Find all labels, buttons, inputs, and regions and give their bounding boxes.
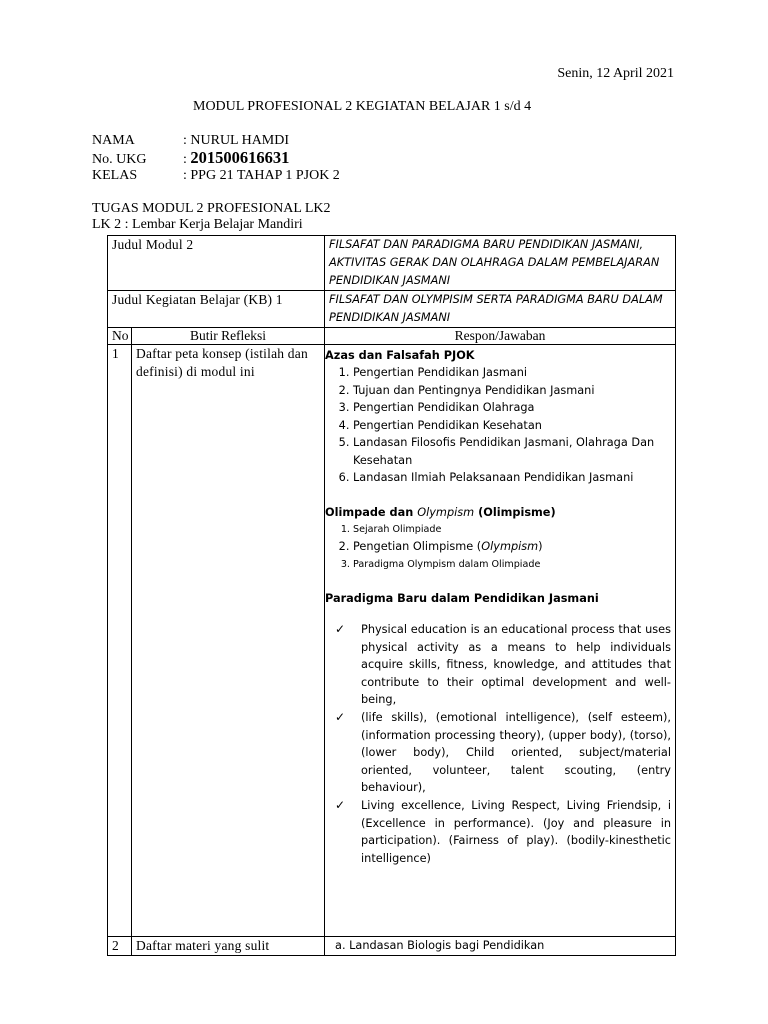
section1-title: Azas dan Falsafah PJOK — [325, 349, 475, 362]
checkmark-icon: ✓ — [335, 622, 346, 636]
table-row — [108, 345, 676, 937]
checkmark-icon: ✓ — [335, 709, 346, 724]
row2-no: 2 — [108, 937, 132, 956]
list-item: 1. Sejarah Olimpiade — [353, 521, 671, 539]
list-item: 6. Landasan Ilmiah Pelaksanaan Pendidikan Jasmani — [353, 469, 671, 487]
section2-title-italic: Olympism — [417, 505, 475, 519]
kelas-value: : PPG 21 TAHAP 1 PJOK 2 — [183, 168, 340, 183]
task-title: TUGAS MODUL 2 PROFESIONAL LK2 — [92, 201, 331, 216]
nama-label: NAMA — [92, 133, 135, 148]
list-item-text: (life skills), (emotional intelligence), (self esteem), (information processing theory), (upper body), (torso), (lower body), Child oriented, subject/material oriented, volunteer, talent scouting, (entry behaviour), — [361, 710, 671, 795]
list-item: 3. Paradigma Olympism dalam Olimpiade — [353, 556, 671, 574]
list-item — [335, 797, 671, 867]
list-item — [353, 538, 671, 556]
header-butir: Butir Refleksi — [132, 328, 325, 345]
list-item: 2. Tujuan dan Pentingnya Pendidikan Jasmani — [353, 382, 671, 400]
section2-title — [325, 504, 671, 521]
judul-kb-row — [108, 291, 676, 328]
list-item: 4. Pengertian Pendidikan Kesehatan — [353, 417, 671, 435]
nama-value: : NURUL HAMDI — [183, 133, 290, 148]
section2-title-part: (Olimpisme) — [474, 505, 556, 519]
ukg-value — [183, 148, 289, 168]
list-item-italic: Olympism — [481, 540, 539, 553]
list-item — [335, 621, 671, 709]
list-item-text: ) — [538, 540, 543, 553]
row1-butir: Daftar peta konsep (istilah dan definisi) di modul ini — [132, 345, 325, 937]
reflection-table — [107, 235, 676, 956]
task-subtitle: LK 2 : Lembar Kerja Belajar Mandiri — [92, 217, 303, 232]
row1-no: 1 — [108, 345, 132, 937]
list-item-text: Pengetian Olimpisme ( — [353, 540, 482, 553]
ukg-number: 201500616631 — [190, 148, 290, 167]
judul-kb-label: Judul Kegiatan Belajar (KB) 1 — [108, 291, 325, 328]
judul-modul-row — [108, 236, 676, 291]
date: Senin, 12 April 2021 — [557, 66, 674, 81]
header-no: No — [108, 328, 132, 345]
module-title: MODUL PROFESIONAL 2 KEGIATAN BELAJAR 1 s/d 4 — [193, 99, 532, 114]
list-item: 3. Pengertian Pendidikan Olahraga — [353, 399, 671, 417]
section1-list — [329, 364, 671, 487]
row2-respon: a. Landasan Biologis bagi Pendidikan — [325, 937, 676, 956]
list-item: 5. Landasan Filosofis Pendidikan Jasmani, Olahraga Dan Kesehatan — [353, 434, 671, 469]
kelas-label: KELAS — [92, 168, 138, 183]
section2-title-part: Olimpade dan — [325, 505, 418, 519]
checkmark-icon: ✓ — [335, 797, 346, 812]
ukg-colon: : — [183, 152, 191, 167]
judul-modul-label: Judul Modul 2 — [108, 236, 325, 291]
judul-modul-value: FILSAFAT DAN PARADIGMA BARU PENDIDIKAN JASMANI, AKTIVITAS GERAK DAN OLAHRAGA DALAM PEMBELAJARAN PENDIDIKAN JASMANI — [325, 236, 676, 291]
section3-title: Paradigma Baru dalam Pendidikan Jasmani — [325, 592, 599, 605]
row1-respon — [325, 345, 676, 937]
section2-list — [329, 521, 671, 574]
table-header-row — [108, 328, 676, 345]
table-row — [108, 937, 676, 956]
header-respon: Respon/Jawaban — [325, 328, 676, 345]
list-item-text: Living excellence, Living Respect, Living Friendsip, i (Excellence in performance). (Joy and pleasure in participation). (Fairness of play). (bodily-kinesthetic intelligence) — [361, 798, 671, 865]
row2-butir: Daftar materi yang sulit — [132, 937, 325, 956]
ukg-label: No. UKG — [92, 152, 147, 167]
list-item — [335, 709, 671, 797]
judul-kb-value: FILSAFAT DAN OLYMPISIM SERTA PARADIGMA BARU DALAM PENDIDIKAN JASMANI — [325, 291, 676, 328]
list-item-text: Physical education is an educational process that uses physical activity as a means to help individuals acquire skills, fitness, knowledge, and attitudes that contribute to their optimal development and well-being, — [361, 623, 671, 707]
list-item: 1. Pengertian Pendidikan Jasmani — [353, 364, 671, 382]
section3-list — [329, 621, 671, 867]
